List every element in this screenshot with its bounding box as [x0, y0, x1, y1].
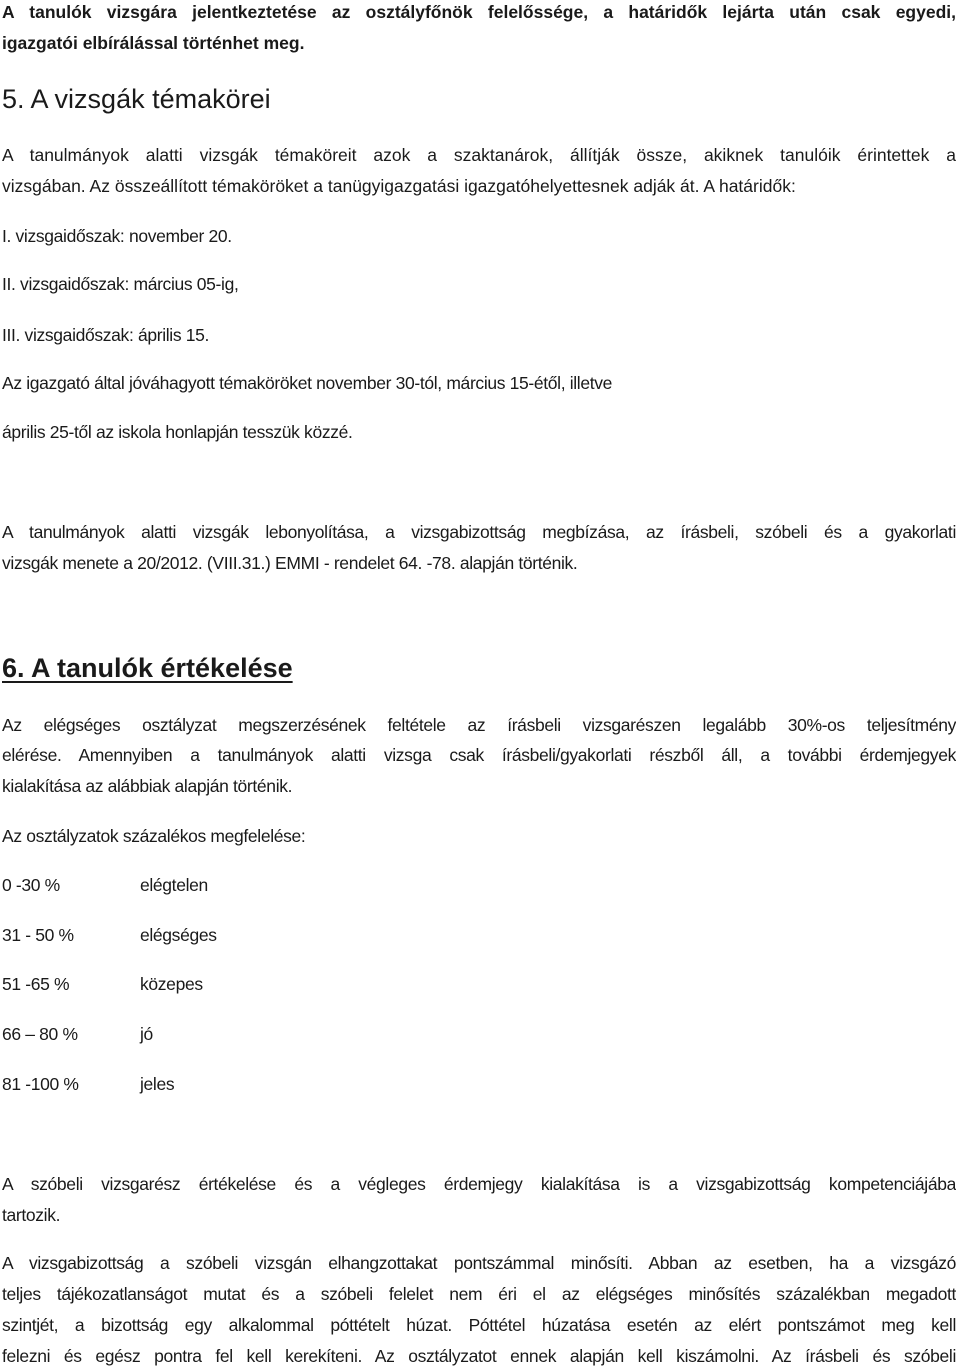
grade-name: jó [140, 1024, 153, 1044]
section-5-para-1-line-1: A tanulmányok alatti vizsgák témaköreit azok a szaktanárok, állítják össze, akiknek tanulóik érintettek a [2, 145, 956, 165]
exam-period-2: II. vizsgaidőszak: március 05-ig, [2, 274, 239, 294]
section-6-para-1-line-2: elérése. Amennyiben a tanulmányok alatti vizsga csak írásbeli/gyakorlati részből áll, a további érdemjegyek [2, 745, 956, 765]
grade-range: 31 - 50 % [2, 925, 74, 945]
grade-name: elégtelen [140, 875, 208, 895]
section-6-para-1-line-3: kialakítása az alábbiak alapján történik. [2, 776, 293, 796]
grades-intro: Az osztályzatok százalékos megfelelése: [2, 826, 306, 846]
grade-name: elégséges [140, 925, 217, 945]
section-5-heading: 5. A vizsgák témakörei [2, 84, 271, 114]
publish-line-2: április 25-től az iskola honlapján tesszük közzé. [2, 422, 353, 442]
oral-line-2: tartozik. [2, 1205, 61, 1225]
intro-line-1: A tanulók vizsgára jelentkeztetése az osztályfőnök felelőssége, a határidők lejárta után csak egyedi, [2, 2, 956, 22]
score-line-2: teljes tájékozatlanságot mutat és a szóbeli felelet nem éri el az elégséges minősítés százalékban megadott [2, 1284, 956, 1304]
grade-range: 0 -30 % [2, 875, 60, 895]
exam-period-1: I. vizsgaidőszak: november 20. [2, 226, 232, 246]
section-6-heading: 6. A tanulók értékelése [2, 653, 293, 683]
section-6-para-1-line-1: Az elégséges osztályzat megszerzésének feltétele az írásbeli vizsgarészen legalább 30%-os teljesítmény [2, 715, 956, 735]
grade-range: 66 – 80 % [2, 1024, 78, 1044]
score-line-4: felezni és egész pontra fel kell kerekíteni. Az osztályzatot ennek alapján kell kiszámolni. Az írásbeli és szóbeli [2, 1346, 956, 1366]
exam-period-3: III. vizsgaidőszak: április 15. [2, 325, 210, 345]
grade-range: 51 -65 % [2, 974, 70, 994]
score-line-1: A vizsgabizottság a szóbeli vizsgán elhangzottakat pontszámmal minősíti. Abban az esetben, ha a vizsgázó [2, 1253, 956, 1273]
regulation-line-2: vizsgák menete a 20/2012. (VIII.31.) EMMI - rendelet 64. -78. alapján történik. [2, 553, 578, 573]
publish-line-1: Az igazgató által jóváhagyott témaköröket november 30-tól, március 15-étől, illetve [2, 373, 613, 393]
intro-line-2: igazgatói elbírálással történhet meg. [2, 33, 305, 53]
oral-line-1: A szóbeli vizsgarész értékelése és a végleges érdemjegy kialakítása is a vizsgabizottság kompetenciájába [2, 1174, 956, 1194]
regulation-line-1: A tanulmányok alatti vizsgák lebonyolítása, a vizsgabizottság megbízása, az írásbeli, szóbeli és a gyakorlati [2, 522, 956, 542]
score-line-3: szintjét, a bizottság egy alkalommal póttételt húzat. Póttétel húzatása esetén az elért pontszámot meg kell [2, 1315, 956, 1335]
grade-range: 81 -100 % [2, 1074, 79, 1094]
section-5-para-1-line-2: vizsgában. Az összeállított témaköröket a tanügyigazgatási igazgatóhelyettesnek adják át. A határidők: [2, 176, 796, 196]
grade-name: jeles [140, 1074, 175, 1094]
grade-name: közepes [140, 974, 203, 994]
